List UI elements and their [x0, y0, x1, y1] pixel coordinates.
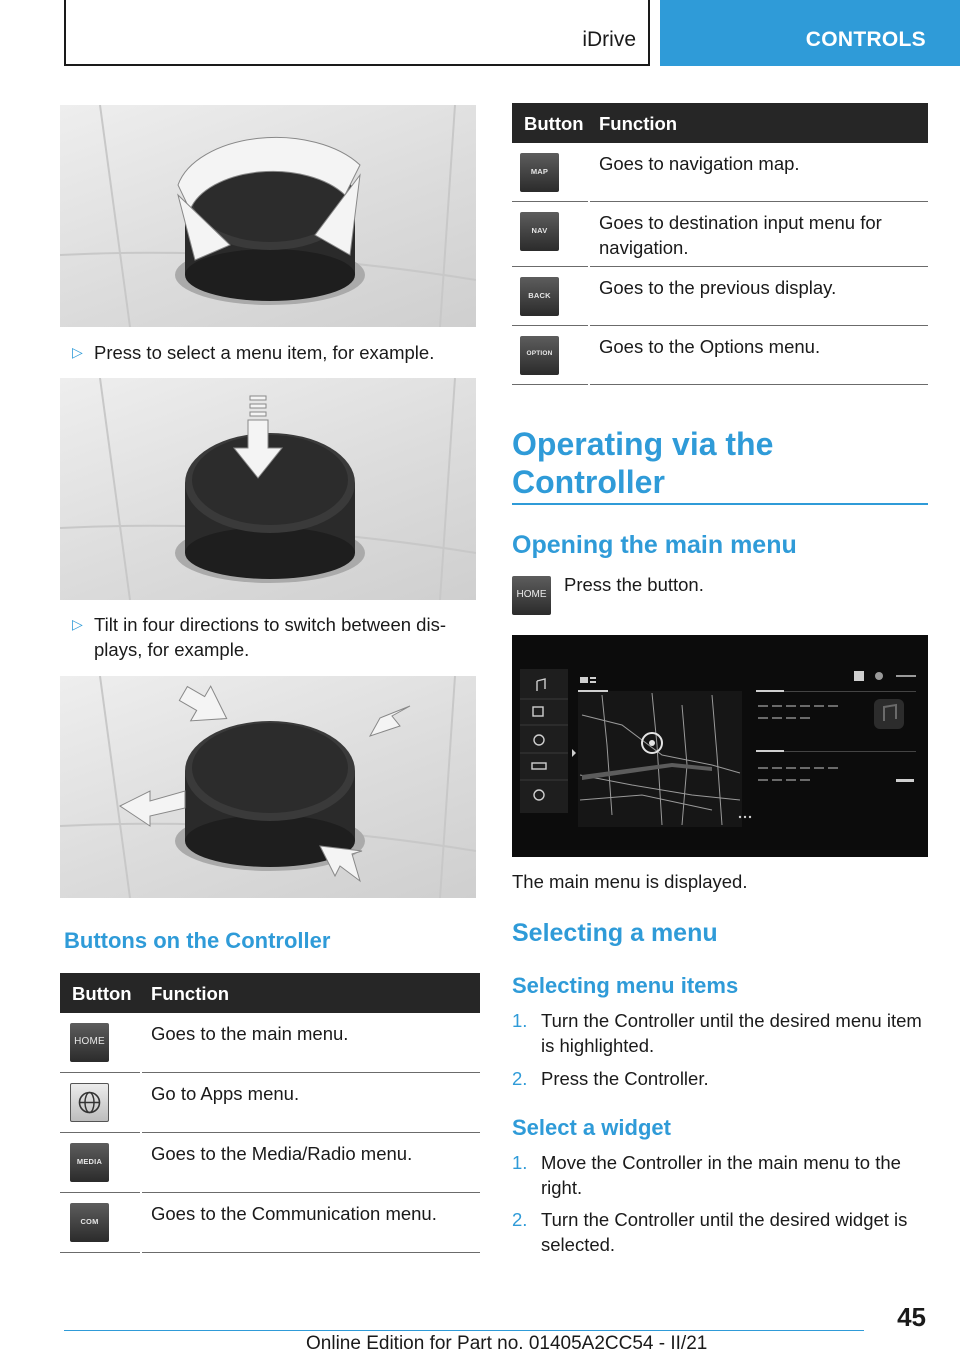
- buttons-table-right: [512, 103, 928, 385]
- table-row: COM Goes to the Communication menu.: [60, 1193, 480, 1253]
- controller-tilt-image: [60, 676, 476, 898]
- main-menu-displayed-text: The main menu is displayed.: [512, 871, 748, 892]
- controller-press-image: [60, 378, 476, 600]
- com-button-icon: COM: [70, 1203, 109, 1242]
- heading-rule: [512, 503, 928, 505]
- nav-button-icon: NAV: [520, 212, 559, 251]
- selecting-menu-heading: Selecting a menu: [512, 919, 718, 947]
- operating-heading: Operating via the Controller: [512, 426, 774, 500]
- chapter-title: iDrive: [582, 28, 636, 51]
- footer-rule: [64, 1330, 864, 1331]
- page-header: [0, 0, 960, 66]
- table-row: NAV Goes to destination input menu for navigation.: [512, 202, 928, 267]
- header-section-box: [660, 0, 960, 66]
- table-header: Button Function: [512, 103, 928, 143]
- home-button-icon: HOME: [512, 576, 551, 615]
- buttons-table-left: [60, 973, 480, 1253]
- back-button-icon: BACK: [520, 277, 559, 316]
- media-button-icon: MEDIA: [70, 1143, 109, 1182]
- header-title-box: [64, 0, 650, 66]
- table-row: HOME Goes to the main menu.: [60, 1013, 480, 1073]
- table-row: OPTION Goes to the Options menu.: [512, 326, 928, 385]
- map-button-icon: MAP: [520, 153, 559, 192]
- table-row: MEDIA Goes to the Media/Radio menu.: [60, 1133, 480, 1193]
- apps-button-icon: [70, 1083, 109, 1122]
- buttons-heading: Buttons on the Controller: [64, 928, 331, 953]
- table-row: Go to Apps menu.: [60, 1073, 480, 1133]
- table-row: MAP Goes to navigation map.: [512, 143, 928, 202]
- bullet-triangle-icon: ▷: [72, 616, 83, 632]
- press-button-text: Press the button.: [564, 574, 704, 595]
- select-widget-heading: Select a widget: [512, 1115, 671, 1140]
- controller-turn-image: [60, 105, 476, 327]
- table-row: BACK Goes to the previous display.: [512, 267, 928, 326]
- edition-text: Online Edition for Part no. 01405A2CC54 - II/21: [306, 1333, 708, 1354]
- home-button-icon: HOME: [70, 1023, 109, 1062]
- bullet-triangle-icon: ▷: [72, 344, 83, 360]
- main-menu-screenshot: [512, 635, 928, 857]
- selecting-menu-items-heading: Selecting menu items: [512, 973, 739, 998]
- table-header: Button Function: [60, 973, 480, 1013]
- option-button-icon: OPTION: [520, 336, 559, 375]
- section-title: CONTROLS: [805, 28, 926, 51]
- opening-main-menu-heading: Opening the main menu: [512, 531, 797, 559]
- page-number: 45: [897, 1302, 926, 1332]
